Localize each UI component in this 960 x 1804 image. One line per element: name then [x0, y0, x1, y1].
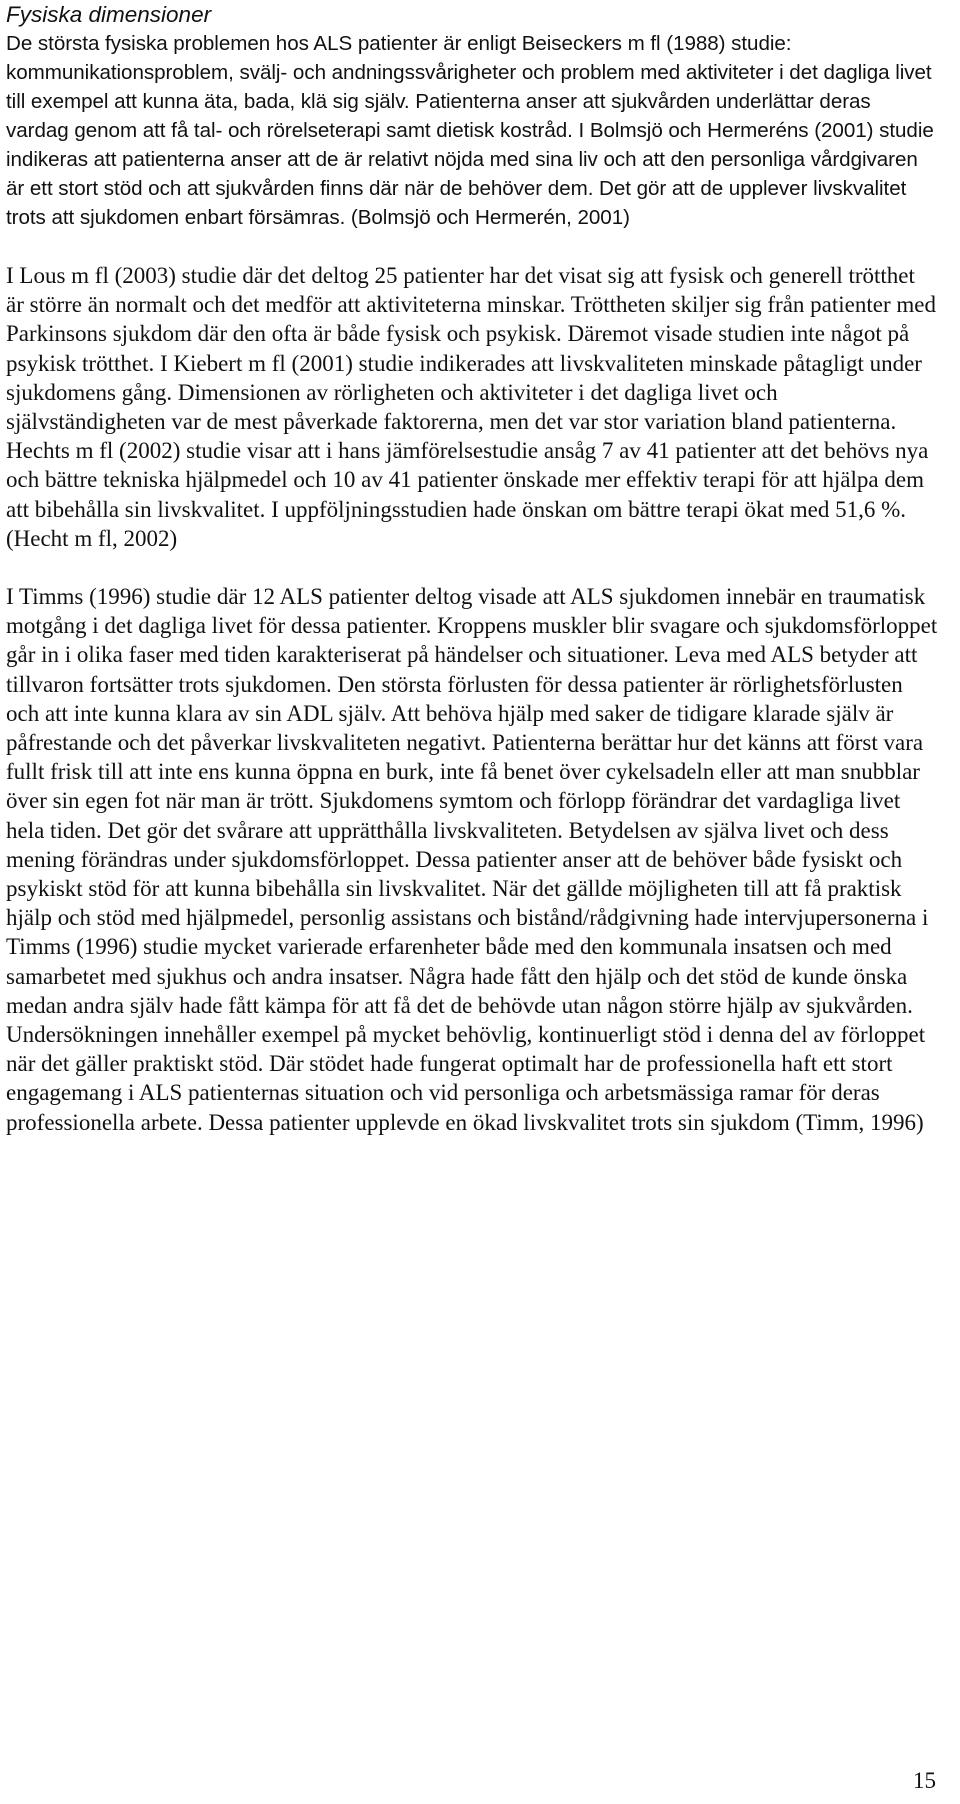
section-heading: Fysiska dimensioner: [6, 2, 212, 27]
paragraph-gap: [6, 553, 938, 582]
paragraph-timms-study: I Timms (1996) studie där 12 ALS patienter deltog visade att ALS sjukdomen innebär en traumatisk motgång i det dagliga livet för dessa patienter. Kroppens muskler blir svagare och sjukdomsförloppet går in i olika faser med tiden karakteriserat på händelser och situationer. Leva med ALS betyder att tillvaron fortsätter trots sjukdomen. Den största förlusten för dessa patienter är rörlighetsförlusten och att inte kunna klara av sin ADL själv. Att behöva hjälp med saker de tidigare klarade själv är påfrestande och det påverkar livskvaliteten negativt. Patienterna berättar hur det känns att först vara fullt frisk till att inte ens kunna öppna en burk, inte få benet över cykelsadeln eller att man snubblar över sin egen fot när man är trött. Sjukdomens symtom och förlopp förändrar det vardagliga livet hela tiden. Det gör det svårare att upprätthålla livskvaliteten. Betydelsen av själva livet och dess mening förändras under sjukdomsförloppet. Dessa patienter anser att de behöver både fysiskt och psykiskt stöd för att kunna bibehålla sin livskvalitet. När det gällde möjligheten till att få praktisk hjälp och stöd med hjälpmedel, personlig assistans och bistånd/rådgivning hade intervjupersonerna i Timms (1996) studie mycket varierade erfarenheter både med den kommunala insatsen och med samarbetet med sjukhus och andra insatser. Några hade fått den hjälp och det stöd de kunde önska medan andra själv hade fått kämpa för att få det de behövde utan någon större hjälp av sjukvården. Undersökningen innehåller exempel på mycket behövlig, kontinuerligt stöd i denna del av förloppet när det gäller praktiskt stöd. Där stödet hade fungerat optimalt har de professionella haft ett stort engagemang i ALS patienternas situation och vid personliga och arbetsmässiga ramar för deras professionella arbete. Dessa patienter upplevde en ökad livskvalitet trots sin sjukdom (Timm, 1996): [6, 584, 938, 1135]
paragraph-gap: [6, 232, 938, 261]
page-number: 15: [913, 1768, 936, 1793]
paragraph-fatigue-studies: I Lous m fl (2003) studie där det deltog 25 patienter har det visat sig att fysisk och generell trötthet är större än normalt och det medför att aktiviteterna minskar. Tröttheten skiljer sig från patienter med Parkinsons sjukdom där den ofta är både fysisk och psykisk. Däremot visade studien inte något på psykisk trötthet. I Kiebert m fl (2001) studie indikerades att livskvaliteten minskade påtagligt under sjukdomens gång. Dimensionen av rörligheten och aktiviteter i det dagliga livet och självständigheten var de mest påverkade faktorerna, men det var stor variation bland patienterna. Hechts m fl (2002) studie visar att i hans jämförelsestudie ansåg 7 av 41 patienter att det behövs nya och bättre tekniska hjälpmedel och 10 av 41 patienter önskade mer effektiv terapi för att hjälpa dem att bibehålla sin livskvalitet. I uppföljningsstudien hade önskan om bättre terapi ökat med 51,6 %. (Hecht m fl, 2002): [6, 263, 936, 551]
paragraph-physical-problems: De största fysiska problemen hos ALS patienter är enligt Beiseckers m fl (1988) studie: kommunikationsproblem, svälj- och andningssvårigheter och problem med aktiviteter i det dagliga livet till exempel att kunna äta, bada, klä sig själv. Patienterna anser att sjukvården underlättar deras vardag genom att få tal- och rörelseterapi samt dietisk kostråd. I Bolmsjö och Hermeréns (2001) studie indikeras att patienterna anser att de är relativt nöjda med sina liv och att den personliga vårdgivaren är ett stort stöd och att sjukvården finns där när de behöver dem. Det gör att de upplever livskvalitet trots att sjukdomen enbart försämras. (Bolmsjö och Hermerén, 2001): [6, 32, 934, 229]
